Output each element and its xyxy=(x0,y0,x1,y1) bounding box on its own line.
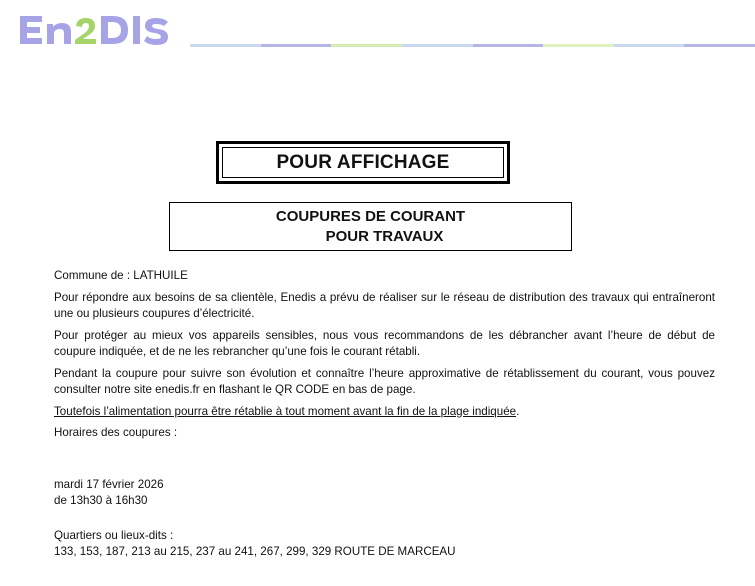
paragraph-4-end: . xyxy=(516,404,520,418)
paragraph-2: Pour protéger au mieux vos appareils sensibles, nous vous recommandons de les débrancher avant l’heure de début de coupure indiquée, et de ne les rebrancher qu’une fois le courant rétabli. xyxy=(54,328,715,358)
paragraph-1: Pour répondre aux besoins de sa clientèle, Enedis a prévu de réaliser sur le réseau de distribution des travaux qui entraîneront une ou plusieurs coupures d’électricité. xyxy=(54,290,715,320)
subtitle-line-1: COUPURES DE COURANT xyxy=(275,207,466,225)
commune-line: Commune de : LATHUILE xyxy=(54,269,188,282)
restoration-notice: Toutefois l’alimentation pourra être rétablie à tout moment avant la fin de la plage indiquée xyxy=(54,404,517,418)
locations-heading: Quartiers ou lieux-dits : xyxy=(54,528,174,542)
subtitle-line-2: POUR TRAVAUX xyxy=(325,227,444,245)
locations-list: 133, 153, 187, 213 au 215, 237 au 241, 267, 299, 329 ROUTE DE MARCEAU xyxy=(54,545,456,558)
enedis-logo xyxy=(16,10,184,52)
page-title: POUR AFFICHAGE xyxy=(222,147,504,178)
notice-body xyxy=(54,268,715,561)
header-stripe xyxy=(190,44,755,47)
outage-date: mardi 17 février 2026 xyxy=(54,477,164,491)
paragraph-3: Pendant la coupure pour suivre son évolution et connaître l’heure approximative de rétablissement du courant, vous pouvez consulter notre site enedis.fr en flashant le QR CODE en bas de page. xyxy=(54,366,715,396)
outage-time: de 13h30 à 16h30 xyxy=(54,494,148,507)
paragraph-4 xyxy=(54,404,715,421)
subtitle-box xyxy=(169,202,572,251)
pour-affichage-box xyxy=(216,141,510,184)
schedule-heading: Horaires des coupures : xyxy=(54,426,178,439)
